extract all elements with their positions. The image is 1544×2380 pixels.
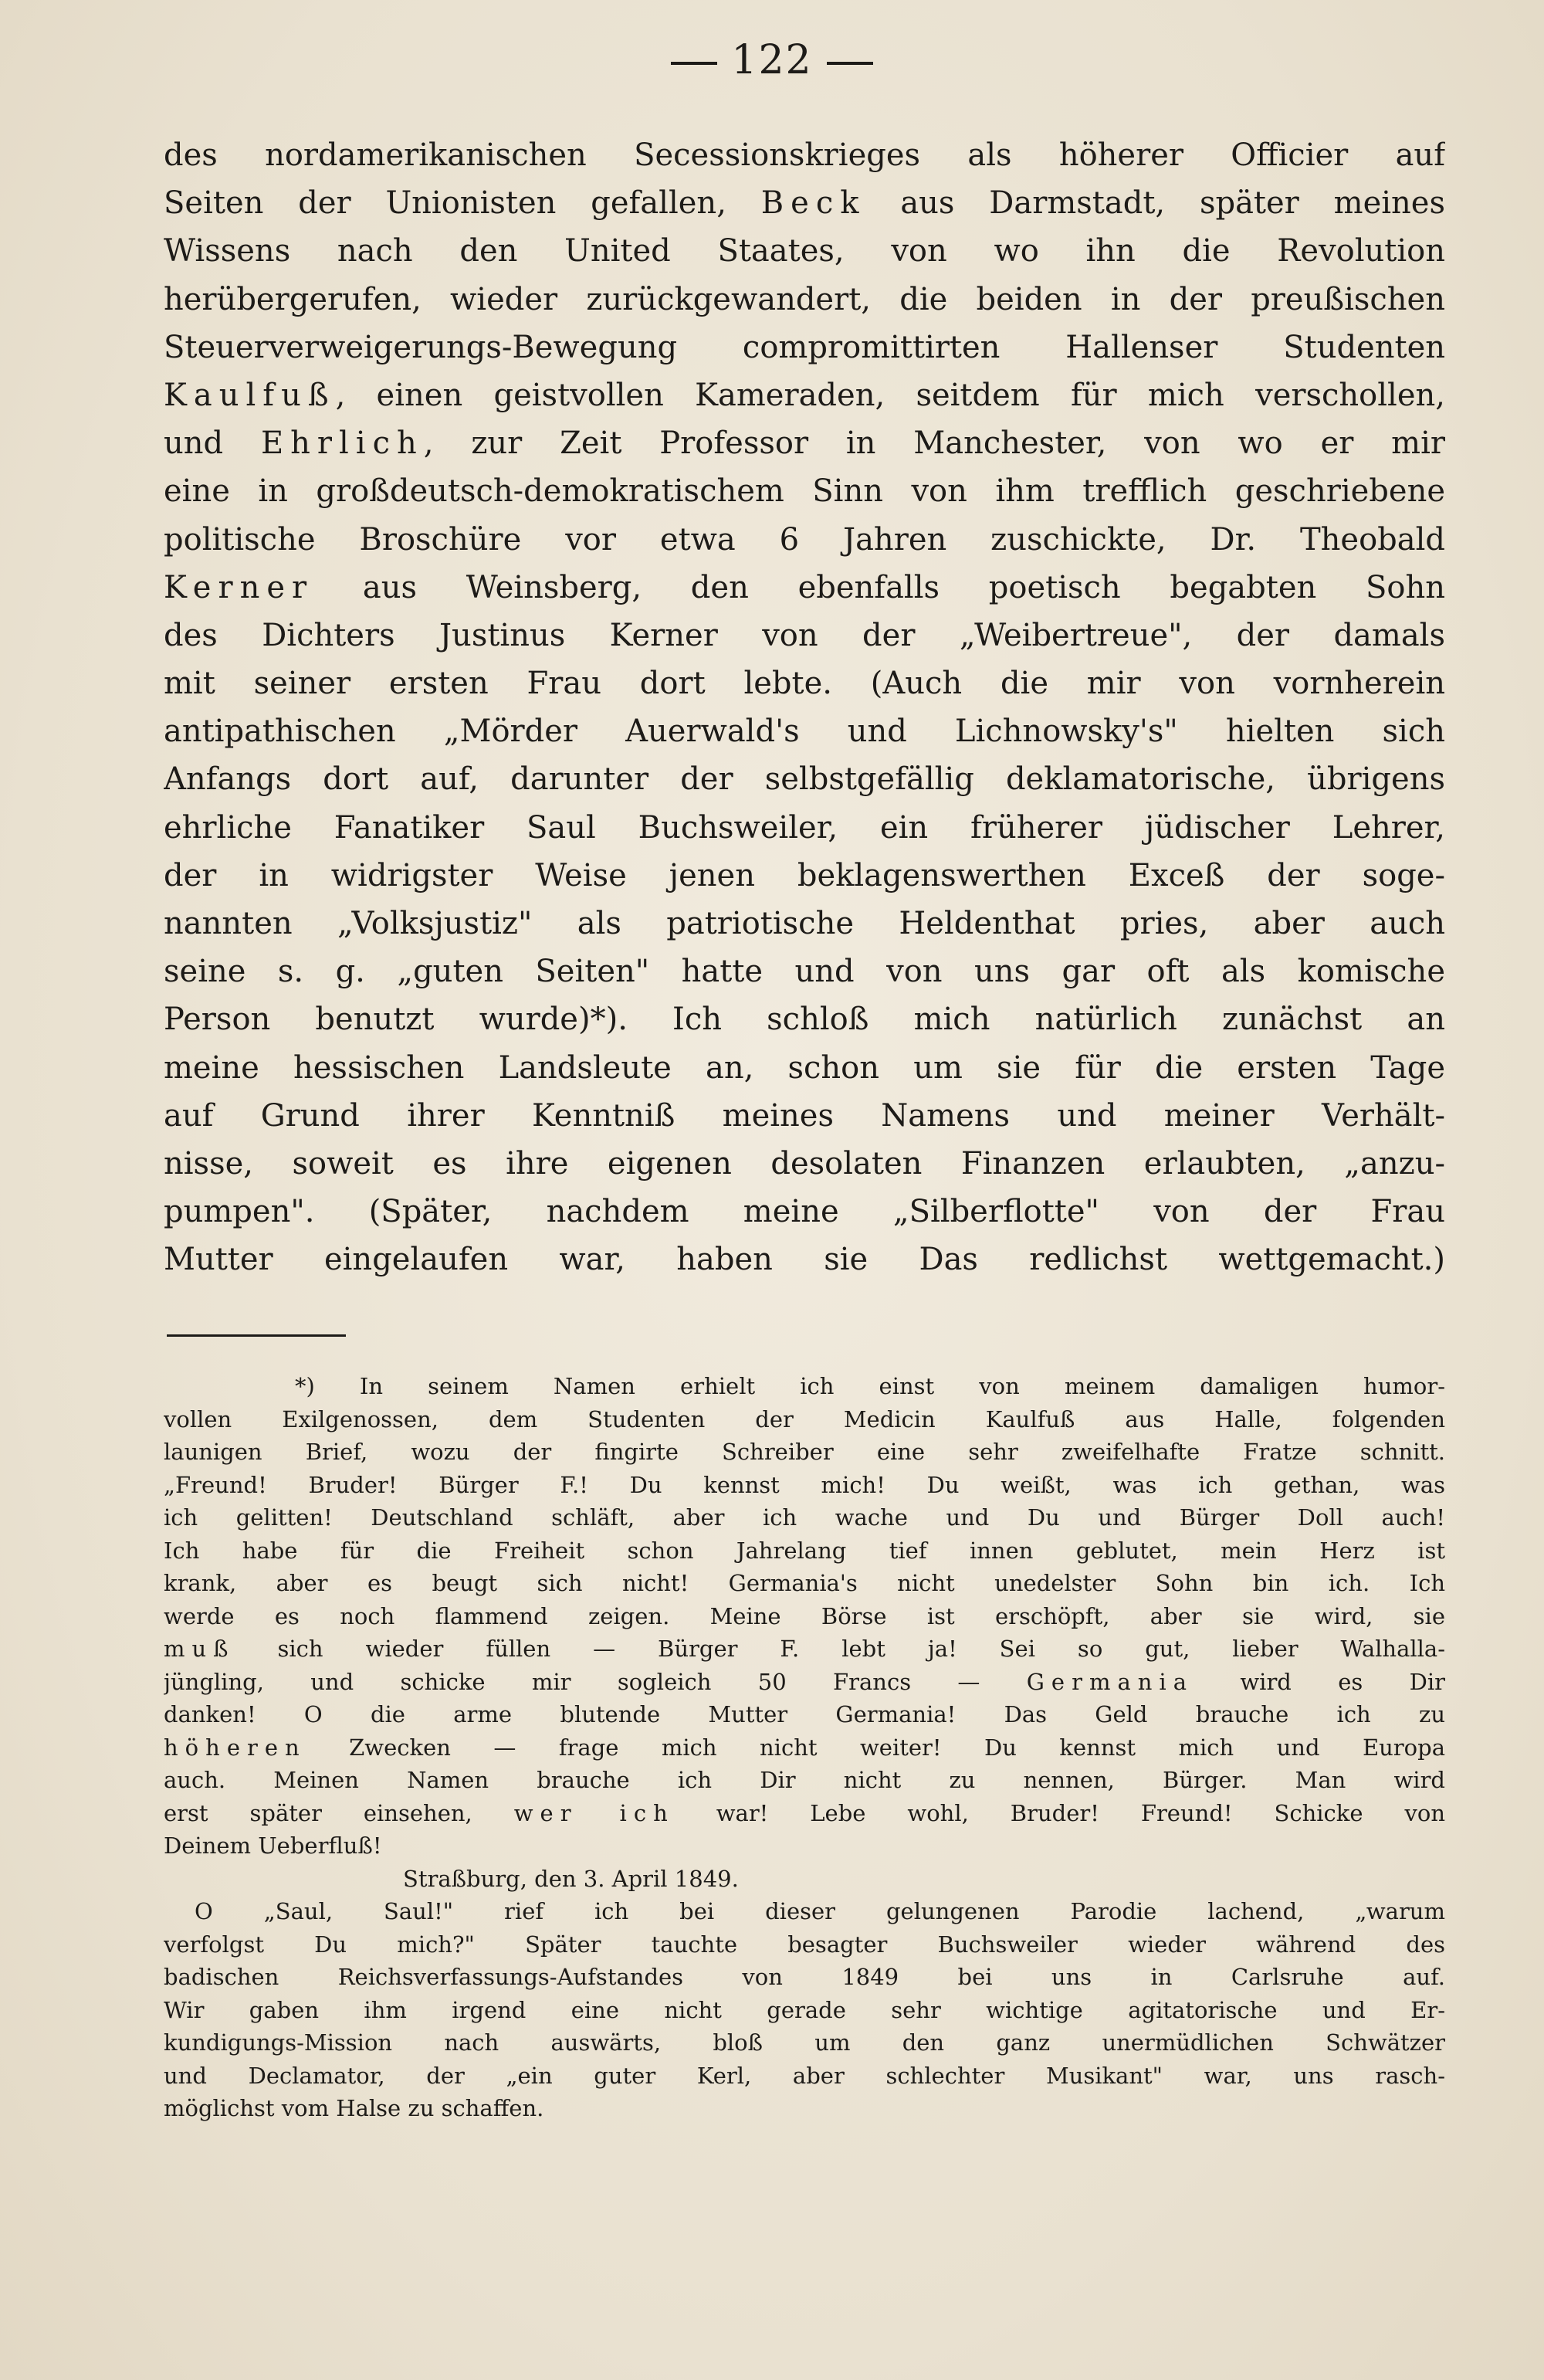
footnote-line: verfolgst Du mich?" Später tauchte besagter Buchsweiler wieder während des xyxy=(164,1931,1445,1958)
footnote-place-date: Straßburg, den 3. April 1849. xyxy=(403,1865,739,1892)
text-line: eine in großdeutsch-demokratischem Sinn von ihm trefflich geschriebene xyxy=(164,473,1445,510)
footnote-line: launigen Brief, wozu der fingirte Schreiber eine sehr zweifelhafte Fratze schnitt. xyxy=(164,1439,1445,1465)
word-germania: Germania xyxy=(1026,1668,1194,1695)
footnote-line: jüngling, und schicke mir sogleich 50 Francs — Germania wird es Dir xyxy=(164,1668,1445,1695)
footnote-line: höheren Zwecken — frage mich nicht weiter! Du kennst mich und Europa xyxy=(164,1734,1445,1761)
footnote-line: Deinem Ueberfluß! xyxy=(164,1832,382,1859)
text-line: des nordamerikanischen Secessionskrieges als höherer Officier auf xyxy=(164,137,1445,173)
text-line: meine hessischen Landsleute an, schon um sie für die ersten Tage xyxy=(164,1049,1445,1086)
footnote-line: Wir gaben ihm irgend eine nicht gerade sehr wichtige agitatorische und Er- xyxy=(164,1996,1445,2023)
text-line: und Ehrlich, zur Zeit Professor in Manchester, von wo er mir xyxy=(164,425,1445,462)
footnote-line: krank, aber es beugt sich nicht! Germania's nicht unedelster Sohn bin ich. Ich xyxy=(164,1570,1445,1596)
footnote-line: *) In seinem Namen erhielt ich einst von meinem damaligen humor- xyxy=(295,1373,1445,1399)
footnote-line: möglichst vom Halse zu schaffen. xyxy=(164,2095,544,2121)
header-dash-left xyxy=(671,62,717,65)
text-line: Wissens nach den United Staates, von wo ihn die Revolution xyxy=(164,233,1445,270)
name-ehrlich: Ehrlich xyxy=(260,425,424,462)
footnote-rule xyxy=(167,1334,346,1337)
text-line: herübergerufen, wieder zurückgewandert, die beiden in der preußischen xyxy=(164,281,1445,317)
footnote-line: badischen Reichsverfassungs-Aufstandes von 1849 bei uns in Carlsruhe auf. xyxy=(164,1964,1445,1990)
footnote-line: und Declamator, der „ein guter Kerl, aber schlechter Musikant" war, uns rasch- xyxy=(164,2062,1445,2089)
footnote-line: O „Saul, Saul!" rief ich bei dieser gelungenen Parodie lachend, „warum xyxy=(195,1898,1445,1924)
word-muss: muß xyxy=(164,1636,235,1662)
footnote-line: erst später einsehen, wer ich war! Lebe wohl, Bruder! Freund! Schicke von xyxy=(164,1799,1445,1826)
text-line: Kaulfuß, einen geistvollen Kameraden, seitdem für mich verschollen, xyxy=(164,377,1445,413)
footnote-line: danken! O die arme blutende Mutter Germania! Das Geld brauche ich zu xyxy=(164,1701,1445,1727)
text-line: der in widrigster Weise jenen beklagenswerthen Exceß der soge- xyxy=(164,857,1445,893)
header-dash-right xyxy=(827,62,873,65)
footnote-line: kundigungs-Mission nach auswärts, bloß um den ganz unermüdlichen Schwätzer xyxy=(164,2029,1445,2056)
name-kaulfuss: Kaulfuß xyxy=(164,377,336,413)
word-hoeheren: höheren xyxy=(164,1734,306,1761)
text-line: ehrliche Fanatiker Saul Buchsweiler, ein früherer jüdischer Lehrer, xyxy=(164,809,1445,846)
text-line: auf Grund ihrer Kenntniß meines Namens und meiner Verhält- xyxy=(164,1097,1445,1134)
text-line: Seiten der Unionisten gefallen, Beck aus Darmstadt, später meines xyxy=(164,185,1445,222)
name-kerner: Kerner xyxy=(164,569,314,605)
word-ich: ich xyxy=(619,1799,675,1826)
footnote-line: auch. Meinen Namen brauche ich Dir nicht zu nennen, Bürger. Man wird xyxy=(164,1767,1445,1793)
text-line: Kerner aus Weinsberg, den ebenfalls poetisch begabten Sohn xyxy=(164,569,1445,605)
text-line: Mutter eingelaufen war, haben sie Das redlichst wettgemacht.) xyxy=(164,1242,1445,1278)
footnote xyxy=(164,1370,1445,2125)
footnote-line: Ich habe für die Freiheit schon Jahrelang tief innen geblutet, mein Herz ist xyxy=(164,1537,1445,1564)
text-line: seine s. g. „guten Seiten" hatte und von uns gar oft als komische xyxy=(164,954,1445,990)
text-line: nisse, soweit es ihre eigenen desolaten Finanzen erlaubten, „anzu- xyxy=(164,1145,1445,1182)
main-text xyxy=(164,131,1445,1284)
text-line: mit seiner ersten Frau dort lebte. (Auch die mir von vornherein xyxy=(164,666,1445,702)
text-line: pumpen". (Später, nachdem meine „Silberflotte" von der Frau xyxy=(164,1194,1445,1230)
name-beck: Beck xyxy=(760,185,866,222)
footnote-line: muß sich wieder füllen — Bürger F. lebt ja! Sei so gut, lieber Walhalla- xyxy=(164,1636,1445,1662)
footnote-line: vollen Exilgenossen, dem Studenten der Medicin Kaulfuß aus Halle, folgenden xyxy=(164,1405,1445,1432)
footnote-line: werde es noch flammend zeigen. Meine Börse ist erschöpft, aber sie wird, sie xyxy=(164,1602,1445,1629)
text-line: des Dichters Justinus Kerner von der „Weibertreue", der damals xyxy=(164,617,1445,653)
page-number: 122 xyxy=(731,37,813,83)
text-line: Anfangs dort auf, darunter der selbstgefällig deklamatorische, übrigens xyxy=(164,761,1445,798)
word-wer: wer xyxy=(513,1799,578,1826)
text-line: nannten „Volksjustiz" als patriotische Heldenthat pries, aber auch xyxy=(164,906,1445,941)
text-line: politische Broschüre vor etwa 6 Jahren zuschickte, Dr. Theobald xyxy=(164,521,1445,558)
text-line: antipathischen „Mörder Auerwald's und Lichnowsky's" hielten sich xyxy=(164,714,1445,750)
text-line: Person benutzt wurde)*). Ich schloß mich natürlich zunächst an xyxy=(164,1002,1445,1038)
footnote-line: ich gelitten! Deutschland schläft, aber ich wache und Du und Bürger Doll auch! xyxy=(164,1504,1445,1531)
footnote-line: „Freund! Bruder! Bürger F.! Du kennst mich! Du weißt, was ich gethan, was xyxy=(164,1471,1445,1498)
page-header xyxy=(0,37,1544,83)
text-line: Steuerverweigerungs-Bewegung compromittirten Hallenser Studenten xyxy=(164,329,1445,365)
